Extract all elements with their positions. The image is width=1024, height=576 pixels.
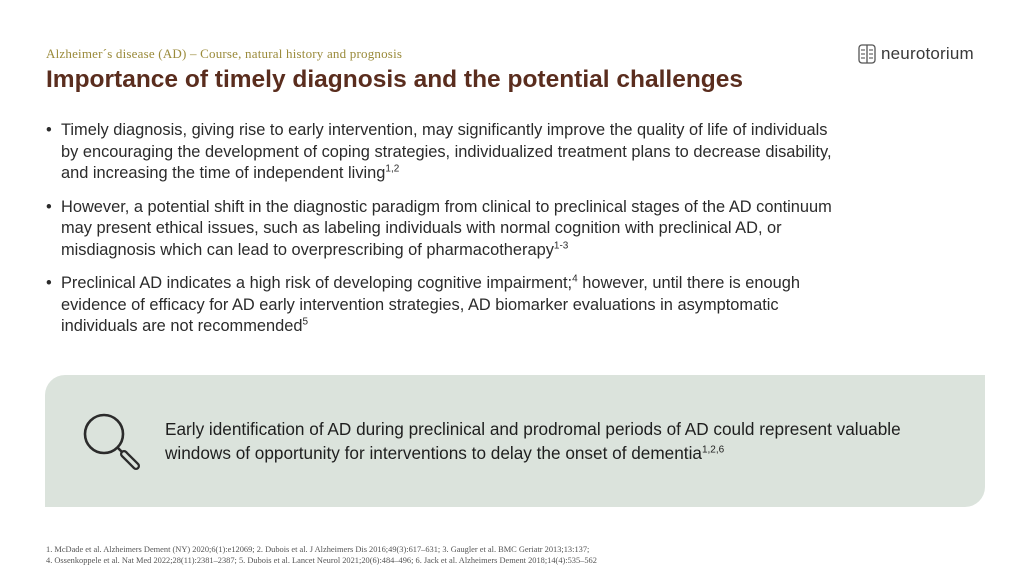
- citation-superscript: 5: [302, 316, 309, 328]
- bullet-text: However, a potential shift in the diagnostic paradigm from clinical to preclinical stages of the AD continuum may present ethical issues, such as labeling individuals with normal cognition with preclinical AD, or misdiagnosis which can lead to overprescribing of pharmacotherapy: [61, 197, 832, 259]
- neurotorium-logo: [858, 44, 974, 64]
- logo-text: neurotorium: [881, 44, 974, 63]
- bullet-text: however, until there is enough evidence of efficacy for AD early intervention strategies, AD biomarker evaluations in asymptomatic individuals are not recommended: [61, 274, 801, 335]
- citation-superscript: 1-3: [553, 240, 569, 252]
- reference-line: 4. Ossenkoppele et al. Nat Med 2022;28(11):2381–2387; 5. Dubois et al. Lancet Neurol 2021;20(6):484–496; 6. Jack et al. Alzheimers Dement 2018;14(4):535–562: [46, 556, 597, 565]
- magnifying-glass-icon: [80, 410, 146, 476]
- neurotorium-logo-icon: [858, 44, 876, 64]
- bullet-text: Preclinical AD indicates a high risk of developing cognitive impairment;: [61, 274, 573, 292]
- bullet-text: Timely diagnosis, giving rise to early intervention, may significantly improve the quality of life of individuals by encouraging the development of coping strategies, individualized treatment plans to decrease disability, and increasing the time of independent living: [61, 121, 832, 182]
- bullet-item: [46, 120, 836, 185]
- reference-line: 1. McDade et al. Alzheimers Dement (NY) 2020;6(1):e12069; 2. Dubois et al. J Alzheimers Dis 2016;49(3):617–631; 3. Gaugler et al. BMC Geriatr 2013;13:137;: [46, 545, 590, 554]
- citation-superscript: 4: [572, 273, 578, 285]
- slide-title: Importance of timely diagnosis and the potential challenges: [46, 66, 744, 93]
- citation-superscript: 1,2: [385, 163, 400, 175]
- section-subtitle: Alzheimer´s disease (AD) – Course, natural history and prognosis: [46, 46, 403, 61]
- citation-superscript: 1,2,6: [701, 444, 725, 456]
- bullet-item: [46, 273, 836, 338]
- callout-message: Early identification of AD during preclinical and prodromal periods of AD could represent valuable windows of opportunity for interventions to delay the onset of dementia: [165, 419, 901, 463]
- bullet-list: [46, 120, 836, 350]
- references: [46, 544, 597, 566]
- callout-text: [165, 417, 965, 465]
- bullet-item: [46, 197, 836, 262]
